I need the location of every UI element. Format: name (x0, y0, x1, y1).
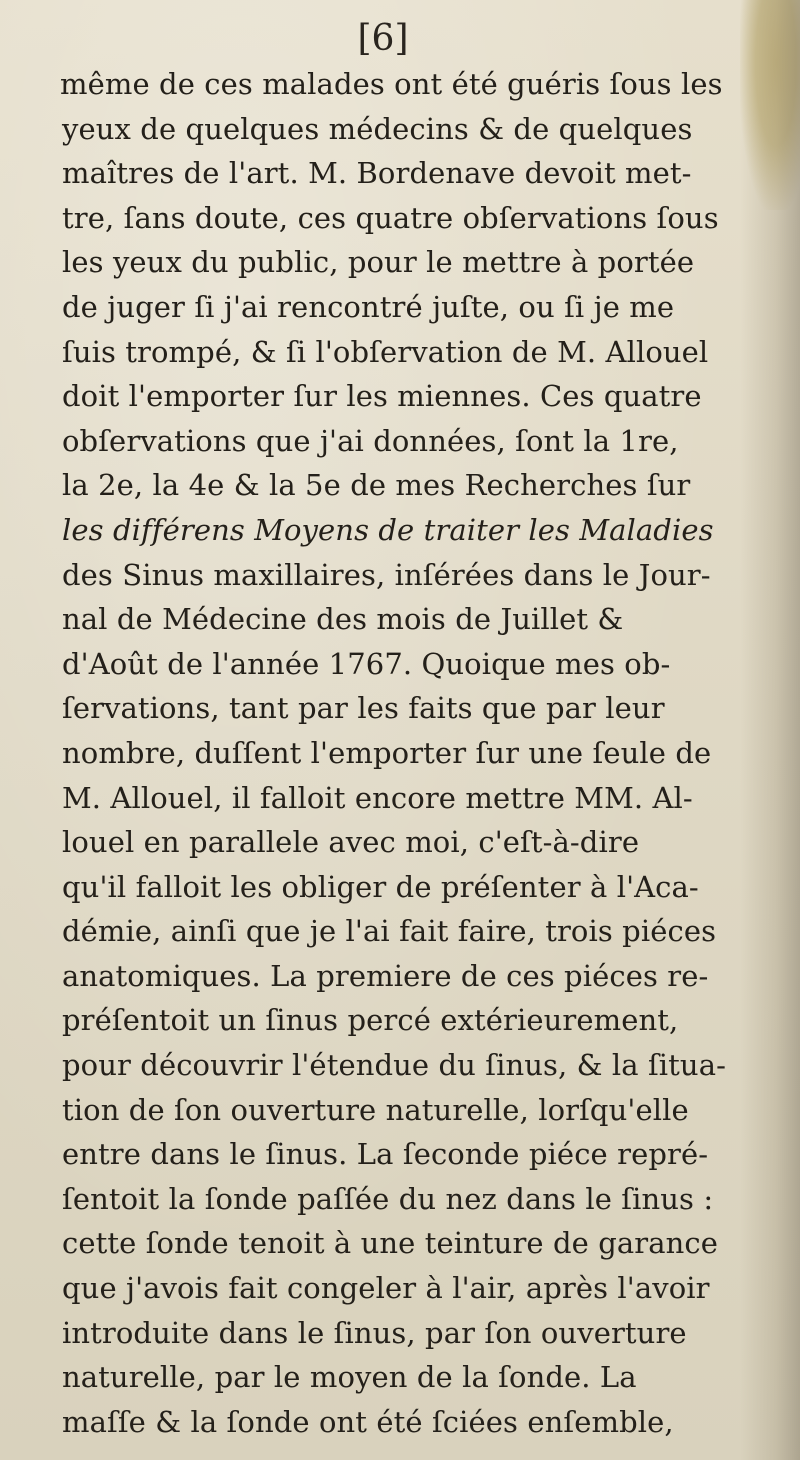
text-line-28: que j'avois fait congeler à l'air, après l'avoir (62, 1271, 710, 1306)
text-line-5: les yeux du public, pour le mettre à portée (62, 245, 695, 280)
text-line-8: doit l'emporter ſur les miennes. Ces quatre (62, 379, 702, 414)
page-number: [6] (357, 18, 409, 59)
page-edge-shadow (740, 0, 800, 1460)
text-line-16: nombre, duſſent l'emporter ſur une ſeule de (62, 735, 712, 770)
text-line-30: naturelle, par le moyen de la ſonde. La (62, 1360, 637, 1395)
text-line-20: démie, ainſi que je l'ai fait faire, trois piéces (62, 914, 717, 949)
text-line-4: tre, ſans doute, ces quatre obſervations ſous (62, 200, 719, 235)
text-line-2: yeux de quelques médecins & de quelques (62, 111, 693, 146)
text-line-10: la 2e, la 4e & la 5e de mes Recherches ſur (62, 468, 691, 503)
text-line-21: anatomiques. La premiere de ces piéces re- (62, 958, 709, 993)
text-line-13: nal de Médecine des mois de Juillet & (62, 602, 624, 637)
text-line-31: maſſe & la ſonde ont été ſciées enſemble, (62, 1404, 674, 1439)
text-line-18: louel en parallele avec moi, c'eſt-à-dire (62, 825, 640, 860)
text-line-19: qu'il falloit les obliger de préſenter à l'Aca- (62, 869, 699, 904)
text-line-23: pour découvrir l'étendue du ſinus, & la ſitua- (62, 1048, 726, 1083)
text-line-1: même de ces malades ont été guéris ſous les (60, 67, 723, 101)
text-line-15: ſervations, tant par les faits que par leur (62, 691, 665, 726)
text-line-3: maîtres de l'art. M. Bordenave devoit met- (62, 156, 692, 191)
text-line-26: ſentoit la ſonde paſſée du nez dans le ſinus : (62, 1181, 714, 1216)
text-line-29: introduite dans le ſinus, par ſon ouverture (62, 1315, 687, 1350)
text-line-7: ſuis trompé, & ſi l'obſervation de M. Allouel (62, 334, 709, 369)
body-text (40, 62, 730, 1444)
text-line-17: M. Allouel, il falloit encore mettre MM. Al- (62, 780, 693, 815)
text-line-11: les différens Moyens de traiter les Maladies (62, 512, 714, 547)
text-line-14: d'Août de l'année 1767. Quoique mes ob- (62, 646, 671, 681)
text-line-9: obſervations que j'ai données, ſont la 1re, (62, 423, 679, 458)
text-line-24: tion de ſon ouverture naturelle, lorſqu'elle (62, 1092, 689, 1127)
text-line-22: préſentoit un ſinus percé extérieurement, (62, 1003, 679, 1038)
text-line-12: des Sinus maxillaires, inſérées dans le Jour- (62, 557, 711, 592)
text-line-27: cette ſonde tenoit à une teinture de garance (62, 1226, 719, 1261)
text-line-25: entre dans le ſinus. La ſeconde piéce repré- (62, 1137, 709, 1172)
text-line-6: de juger ſi j'ai rencontré juſte, ou ſi je me (62, 289, 675, 324)
